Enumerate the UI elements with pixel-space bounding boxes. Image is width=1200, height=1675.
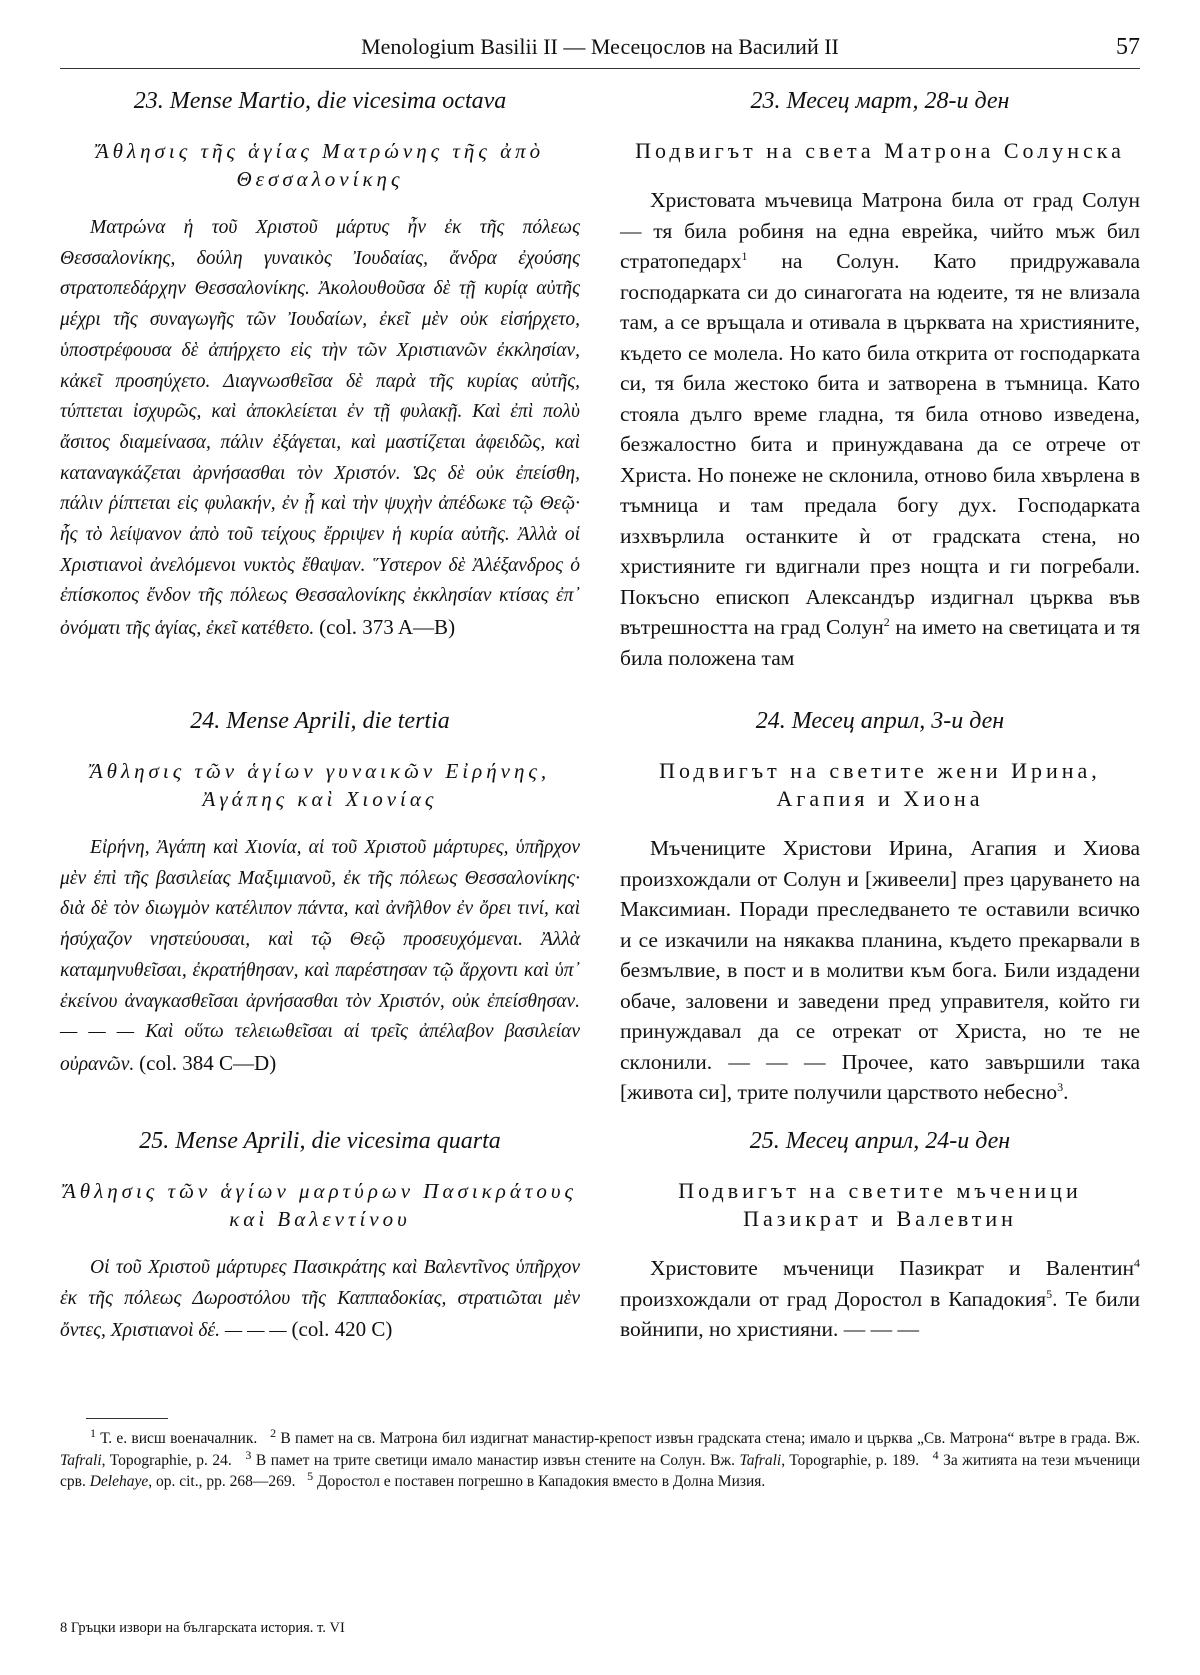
entry-body-bulgarian: Мъчениците Христови Ирина, Агапия и Хиова произхождали от Солун и [живеели] през царуването на Максимиан. Поради преследването те оставили всичко и се изкачили на някаква планина, където прекарвали в безмълвие, в пост и в молитви към бога. Били издадени обаче, заловени и заведени пред управителя, който ги принуждавал да се отрекат от Христа, но те не склонили. — — — Прочее, като завършили така [живота си], трите получили царството небесно$^3$. [620, 836, 1140, 1104]
greek-text: Ματρώνα ἡ τοῦ Χριστοῦ μάρτυς ἦν ἐκ τῆς πόλεως Θεσσαλονίκης, δούλη γυναικὸς Ἰουδαίας, ἄνδρα ἐχούσης στρατοπεδάρχην Θεσσαλονίκης. Ἀκολουθοῦσα δὲ τῇ κυρίᾳ αὐτῆς μέχρι τῆς συναγωγῆς τῶν Ἰουδαίων, ἐκεῖ μὲν οὐκ εἰσήρχετο, ὑποστρέφουσα δὲ ἀπήρχετο εἰς τὴν τῶν Χριστιανῶν ἐκκλησίαν, κἀκεῖ προσηύχετο. Διαγνωσθεῖσα δὲ παρὰ τῆς κυρίας αὐτῆς, τύπτεται ἰσχυρῶς, καὶ ἀποκλείεται ἐν τῇ φυλακῇ. Καὶ ἐπὶ πολὺ ἄσιτος διαμείνασα, πάλιν ἐξάγεται, καὶ μαστίζεται ἀφειδῶς, καὶ καταναγκάζεται ἀρνήσασθαι τὸν Χριστόν. Ὡς δὲ οὐκ ἐπείσθη, πάλιν ῥίπτεται εἰς φυλακήν, ἐν ᾗ καὶ τὴν ψυχὴν ἀπέδωκε τῷ Θεῷ· ἧς τὸ λείψανον ἀπὸ τοῦ τείχους ἔρριψεν ἡ κυρία αὐτῆς. Ἀλλὰ οἱ Χριστιανοὶ ἀνελόμενοι νυκτὸς ἔθαψαν. Ὕστερον δὲ Ἀλέξανδρος ὁ ἐπίσκοπος ἔνδον τῆς πόλεως Θεσσαλονίκης ἐκκλησίαν κτίσας ἐπ᾽ ὀνόματι τῆς ἁγίας, ἐκεῖ κατέθετο. [60, 217, 580, 640]
footnotes: $^1$ Т. е. висш военачалник. $^2$ В памет на св. Матрона бил издигнат манастир-крепост извън градската стена; имало и църква „Св. Матрона“ вътре в града. Вж. Tafrali, Topographie, p. 24. $^3$ В памет на трите светици имало манастир извън стените на Солун. Вж. Tafrali, Topographie, p. 189. $^4$ За житията на тези мъченици срв. Delehaye, op. cit., pp. 268—269. $^5$ Доростол е поставен погрешно в Кападокия вместо в Долна Мизия. [60, 1425, 1141, 1490]
entry-title-greek: Ἄθλησις τῶν ἁγίων μαρτύρων Πασικράτους καὶ Βαλεντίνου [62, 1179, 578, 1231]
entry-body-greek [60, 833, 580, 1081]
entry-heading-bulgarian: 25. Месец април, 24-и ден [749, 1128, 1011, 1154]
page-number: 57 [1116, 34, 1140, 60]
greek-text: Εἰρήνη, Ἀγάπη καὶ Χιονία, αἱ τοῦ Χριστοῦ μάρτυρες, ὑπῆρχον μὲν ἐπὶ τῆς βασιλείας Μαξιμιανοῦ, ἐκ τῆς πόλεως Θεσσαλονίκης· διὰ δὲ τὸν διωγμὸν κατέλιπον πάντα, καὶ ἀνῆλθον ἐν ὄρει τινί, καὶ ἡσύχαζον νηστεύουσαι, καὶ τῷ Θεῷ προσευχόμεναι. Ἀλλὰ καταμηνυθεῖσαι, ἐκρατήθησαν, καὶ παρέστησαν τῷ ἄρχοντι καὶ ὑπ᾽ ἐκείνου ἀναγκασθεῖσαι ἀρνήσασθαι τὸν Χριστόν, οὐκ ἐπείσθησαν. — — — Καὶ οὕτω τελειωθεῖσαι αἱ τρεῖς ἀπέλαβον βασιλείαν οὐρανῶν. [60, 837, 580, 1075]
entry-heading-bulgarian: 24. Месец април, 3-и ден [755, 708, 1005, 734]
column-reference: (col. 373 A—B) [319, 615, 456, 640]
entry-title-greek: Ἄθλησις τῆς ἁγίας Ματρώνης τῆς ἀπὸ Θεσσαλονίκης [95, 139, 545, 191]
entry-25-bulgarian [620, 1128, 1140, 1345]
signature-line: 8 Гръцки извори на българската история. т. VI [60, 1620, 345, 1636]
entry-23-greek [60, 88, 580, 645]
entry-title-bulgarian: Подвигът на светите жени Ирина, Агапия и Хиона [659, 758, 1101, 811]
footnote-rule [86, 1418, 168, 1419]
running-head [60, 30, 1140, 70]
entry-title-bulgarian: Подвигът на светите мъченици Пазикрат и Валевтин [678, 1178, 1082, 1231]
entry-body-bulgarian: Христовата мъчевица Матрона била от град Солун — тя била робиня на една еврейка, чийто мъж бил стратопедарх$^1$ на Солун. Като придружавала господарката си до синагогата на юдеите, тя не влизала там, а се връщала и отивала в църквата на християните, където се молела. Но като била открита от господарката си, тя била жестоко бита и затворена в тъмница. Като стояла дълго време гладна, тя била отново изведена, безжалостно бита и принуждавана да се отрече от Христа. Но понеже не склонила, отново била хвърлена в тъмница и там предала богу дух. Господарката изхвърлила останките ѝ от градската стена, но християните ги вдигнали през нощта и ги погребали. Покъсно епископ Александър издигнал църква във вътрешността на град Солун$^2$ на името на светицата и тя била положена там [620, 188, 1140, 670]
entry-24-bulgarian [620, 708, 1140, 1108]
column-reference: (col. 420 C) [291, 1317, 393, 1342]
entry-heading-latin: 23. Mense Martio, die vicesima octava [133, 88, 507, 114]
entry-body-bulgarian: Христовите мъченици Пазикрат и Валентин$^4$ произхождали от град Доростол в Кападокия$^5$. Те били войнипи, но християни. — — — [620, 1255, 1140, 1341]
entry-body-greek [60, 1253, 580, 1347]
entry-23-bulgarian [620, 88, 1140, 673]
header-rule [60, 68, 1140, 69]
entry-heading-bulgarian: 23. Месец март, 28-и ден [750, 88, 1010, 114]
entry-24-greek [60, 708, 580, 1081]
entry-title-greek: Ἄθλησις τῶν ἁγίων γυναικῶν Εἰρήνης, Ἀγάπης καὶ Χιονίας [89, 759, 551, 811]
entry-body-greek [60, 213, 580, 645]
entry-title-bulgarian: Подвигът на света Матрона Солунска [635, 138, 1125, 163]
entry-heading-latin: 24. Mense Aprili, die tertia [190, 708, 450, 734]
running-title: Menologium Basilii II — Месецослов на Василий II [361, 34, 839, 59]
column-reference: (col. 384 C—D) [139, 1050, 277, 1075]
greek-text: Οἱ τοῦ Χριστοῦ μάρτυρες Πασικράτης καὶ Βαλεντῖνος ὑπῆρχον ἐκ τῆς πόλεως Δωροστόλου τῆς Καππαδοκίας, στρατιῶται μὲν ὄντες, Χριστιανοὶ δέ. — — — [60, 1257, 580, 1342]
entry-heading-latin: 25. Mense Aprili, die vicesima quarta [139, 1128, 501, 1154]
entry-25-greek [60, 1128, 580, 1347]
